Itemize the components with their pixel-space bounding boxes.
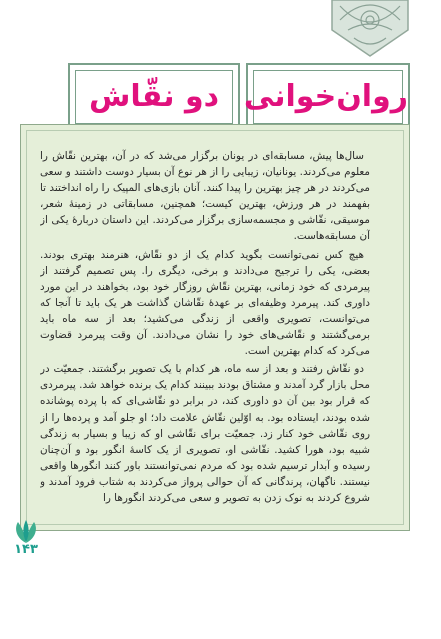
arabesque-ornament-icon bbox=[328, 0, 412, 58]
page-number: ۱۴۳ bbox=[14, 542, 38, 557]
paragraph-2: هیچ کس نمی‌توانست بگوید کدام یک از دو نقّاش، هنرمند بهتری بودند. بعضی، یکی را ترجیح می‌دادند و برخی، دیگری را. پس تصمیم گرفتند از پیرمردی که خود زمانی، بهترین نقّاش روزگار خود بود، بخواهند در این مورد داوری کند. پیرمرد وظیفه‌ای بر عهدهٔ نقّاشان گذاشت هر یک باید تا آنجا که می‌توانست، تصویری واقعی از زندگی می‌کشید؛ بعد از سه ماه باید برمی‌گشتند و نقّاشی‌های خود را نشان می‌دادند. آن وقت پیرمرد قضاوت می‌کرد که کدام بهترین است. bbox=[40, 248, 370, 358]
story-title: دو نقّاش bbox=[88, 79, 219, 114]
leaf-ornament-icon bbox=[8, 520, 44, 544]
section-title: روان‌خوانی bbox=[243, 79, 408, 114]
paragraph-1: سال‌ها پیش، مسابقه‌ای در یونان برگزار می‌شد که در آن، بهترین نقّاش را معلوم می‌کردند. یونانیان، زیبایی را از هر نوع آن بسیار دوست داشتند و سعی می‌کردند در هر چیز بهترین را پیدا کنند. آنان بازی‌های المپیک را راه انداختند تا بفهمند در هر ورزش، بهترین کیست؛ همچنین، مسابقاتی در زمینهٔ شعر، موسیقی، نقّاشی و مجسمه‌سازی برگزار می‌کردند. این داستان دربارهٔ یکی از آن مسابقه‌هاست. bbox=[40, 150, 370, 243]
page-number-badge bbox=[8, 520, 44, 562]
title-box-right bbox=[243, 63, 410, 131]
title-box-left bbox=[68, 63, 240, 131]
story-body bbox=[40, 148, 370, 520]
paragraph-3: دو نقّاش رفتند و بعد از سه ماه، هر کدام با یک تصویر برگشتند. جمعیّت در محل بازار گرد آمدند و مشتاق بودند ببینند کدام یک برنده خواهد شد. پیرمردی که قرار بود بین آن دو داوری کند، در برابر دو نقّاشی‌ای که با پرده پوشانده شده بودند، ایستاده بود. به اوّلین نقّاش علامت داد؛ او جلو آمد و پرده‌ها را از روی نقّاشی خود کنار زد. جمعیّت برای نقّاشی او که زیبا و بسیار به زندگی شبیه بود، هورا کشید. نقّاشی او، تصویری از یک کاسهٔ انگور بود و آن‌چنان رسیده و آبدار ترسیم شده بود که مردم نمی‌توانستند باور کنند انگورها واقعی نیستند. ناگهان، پرندگانی که آن حوالی پرواز می‌کردند به شتاب فرود آمدند و شروع کردند به نوک زدن به تصویر و سعی می‌کردند انگورها را bbox=[40, 363, 370, 504]
